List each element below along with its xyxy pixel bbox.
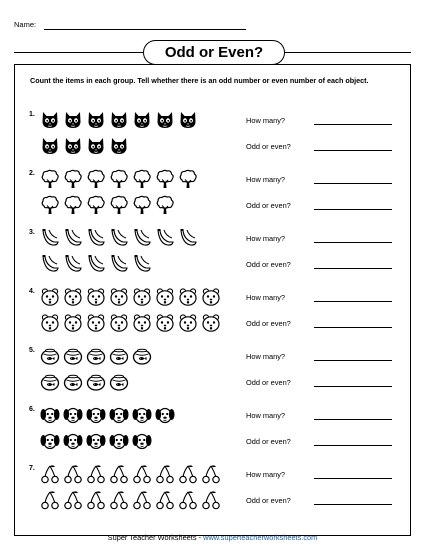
fishbowl-icon <box>40 372 60 392</box>
fishbowl-icon <box>63 372 83 392</box>
tree-icon <box>40 195 60 215</box>
hamster-face-icon <box>40 287 60 307</box>
tree-icon <box>178 169 198 189</box>
hamster-face-icon <box>109 313 129 333</box>
how-many-answer-line[interactable] <box>314 301 392 302</box>
odd-or-even-answer-line[interactable] <box>314 504 392 505</box>
banana-icon <box>86 254 106 274</box>
footer-separator: - <box>196 533 204 542</box>
banana-icon <box>178 228 198 248</box>
how-many-label: How many? <box>246 175 286 184</box>
icon-row-1 <box>40 405 175 425</box>
tree-icon <box>109 195 129 215</box>
odd-or-even-label: Odd or even? <box>246 260 291 269</box>
fishbowl-icon <box>86 346 106 366</box>
icon-row-2 <box>40 490 221 510</box>
icon-row-2 <box>40 431 152 451</box>
odd-or-even-answer-line[interactable] <box>314 445 392 446</box>
hamster-face-icon <box>109 287 129 307</box>
odd-or-even-answer-line[interactable] <box>314 327 392 328</box>
cherries-icon <box>86 490 106 510</box>
hamster-face-icon <box>178 287 198 307</box>
icon-row-2 <box>40 372 129 392</box>
how-many-answer-line[interactable] <box>314 242 392 243</box>
puppy-face-icon <box>109 405 129 425</box>
cat-face-icon <box>86 110 106 130</box>
how-many-label: How many? <box>246 116 286 125</box>
hamster-face-icon <box>63 313 83 333</box>
icon-row-2 <box>40 136 129 156</box>
how-many-label: How many? <box>246 293 286 302</box>
puppy-face-icon <box>63 431 83 451</box>
odd-or-even-answer-line[interactable] <box>314 209 392 210</box>
puppy-face-icon <box>86 431 106 451</box>
question-number: 4. <box>29 288 35 295</box>
cherries-icon <box>132 464 152 484</box>
footer <box>0 533 425 542</box>
cherries-icon <box>63 490 83 510</box>
tree-icon <box>63 169 83 189</box>
question-number: 5. <box>29 347 35 354</box>
hamster-face-icon <box>178 313 198 333</box>
puppy-face-icon <box>86 405 106 425</box>
odd-or-even-label: Odd or even? <box>246 378 291 387</box>
cherries-icon <box>178 464 198 484</box>
puppy-face-icon <box>132 405 152 425</box>
cherries-icon <box>155 464 175 484</box>
odd-or-even-label: Odd or even? <box>246 142 291 151</box>
icon-row-2 <box>40 313 221 333</box>
odd-or-even-label: Odd or even? <box>246 496 291 505</box>
banana-icon <box>109 228 129 248</box>
fishbowl-icon <box>63 346 83 366</box>
how-many-label: How many? <box>246 352 286 361</box>
tree-icon <box>86 195 106 215</box>
cherries-icon <box>201 490 221 510</box>
puppy-face-icon <box>40 405 60 425</box>
banana-icon <box>63 254 83 274</box>
fishbowl-icon <box>109 346 129 366</box>
cat-face-icon <box>155 110 175 130</box>
how-many-answer-line[interactable] <box>314 478 392 479</box>
tree-icon <box>86 169 106 189</box>
tree-icon <box>155 195 175 215</box>
puppy-face-icon <box>155 405 175 425</box>
fishbowl-icon <box>86 372 106 392</box>
cat-face-icon <box>40 136 60 156</box>
cherries-icon <box>109 490 129 510</box>
hamster-face-icon <box>63 287 83 307</box>
how-many-label: How many? <box>246 411 286 420</box>
hamster-face-icon <box>132 287 152 307</box>
puppy-face-icon <box>132 431 152 451</box>
banana-icon <box>40 254 60 274</box>
icon-row-2 <box>40 254 152 274</box>
hamster-face-icon <box>201 313 221 333</box>
footer-url[interactable]: www.superteacherworksheets.com <box>203 533 318 542</box>
how-many-label: How many? <box>246 470 286 479</box>
odd-or-even-label: Odd or even? <box>246 201 291 210</box>
cat-face-icon <box>132 110 152 130</box>
page-title: Odd or Even? <box>143 40 285 65</box>
tree-icon <box>63 195 83 215</box>
icon-row-1 <box>40 346 152 366</box>
cat-face-icon <box>63 110 83 130</box>
cherries-icon <box>132 490 152 510</box>
hamster-face-icon <box>132 313 152 333</box>
instructions: Count the items in each group. Tell whether there is an odd number or even number of each object. <box>30 76 369 85</box>
cat-face-icon <box>178 110 198 130</box>
banana-icon <box>40 228 60 248</box>
fishbowl-icon <box>132 346 152 366</box>
hamster-face-icon <box>40 313 60 333</box>
cat-face-icon <box>109 110 129 130</box>
question-number: 2. <box>29 170 35 177</box>
cherries-icon <box>178 490 198 510</box>
icon-row-1 <box>40 169 198 189</box>
tree-icon <box>40 169 60 189</box>
question-number: 6. <box>29 406 35 413</box>
icon-row-1 <box>40 228 198 248</box>
cherries-icon <box>155 490 175 510</box>
tree-icon <box>155 169 175 189</box>
cherries-icon <box>201 464 221 484</box>
how-many-answer-line[interactable] <box>314 360 392 361</box>
hamster-face-icon <box>201 287 221 307</box>
how-many-answer-line[interactable] <box>314 419 392 420</box>
hamster-face-icon <box>86 313 106 333</box>
tree-icon <box>132 195 152 215</box>
question-number: 7. <box>29 465 35 472</box>
icon-row-1 <box>40 287 221 307</box>
odd-or-even-label: Odd or even? <box>246 319 291 328</box>
footer-brand: Super Teacher Worksheets <box>107 533 197 542</box>
puppy-face-icon <box>63 405 83 425</box>
icon-row-2 <box>40 195 175 215</box>
question-number: 3. <box>29 229 35 236</box>
how-many-label: How many? <box>246 234 286 243</box>
cherries-icon <box>40 464 60 484</box>
puppy-face-icon <box>40 431 60 451</box>
name-field[interactable] <box>44 29 246 30</box>
icon-row-1 <box>40 464 221 484</box>
banana-icon <box>109 254 129 274</box>
banana-icon <box>132 254 152 274</box>
odd-or-even-answer-line[interactable] <box>314 268 392 269</box>
tree-icon <box>132 169 152 189</box>
banana-icon <box>63 228 83 248</box>
cherries-icon <box>86 464 106 484</box>
banana-icon <box>132 228 152 248</box>
odd-or-even-label: Odd or even? <box>246 437 291 446</box>
fishbowl-icon <box>109 372 129 392</box>
cherries-icon <box>40 490 60 510</box>
question-number: 1. <box>29 111 35 118</box>
cat-face-icon <box>86 136 106 156</box>
how-many-answer-line[interactable] <box>314 183 392 184</box>
icon-row-1 <box>40 110 198 130</box>
cherries-icon <box>63 464 83 484</box>
puppy-face-icon <box>109 431 129 451</box>
fishbowl-icon <box>40 346 60 366</box>
banana-icon <box>86 228 106 248</box>
cat-face-icon <box>109 136 129 156</box>
odd-or-even-answer-line[interactable] <box>314 386 392 387</box>
cat-face-icon <box>63 136 83 156</box>
hamster-face-icon <box>155 287 175 307</box>
hamster-face-icon <box>86 287 106 307</box>
cherries-icon <box>109 464 129 484</box>
tree-icon <box>109 169 129 189</box>
odd-or-even-answer-line[interactable] <box>314 150 392 151</box>
hamster-face-icon <box>155 313 175 333</box>
banana-icon <box>155 228 175 248</box>
name-label: Name: <box>14 20 37 29</box>
cat-face-icon <box>40 110 60 130</box>
how-many-answer-line[interactable] <box>314 124 392 125</box>
